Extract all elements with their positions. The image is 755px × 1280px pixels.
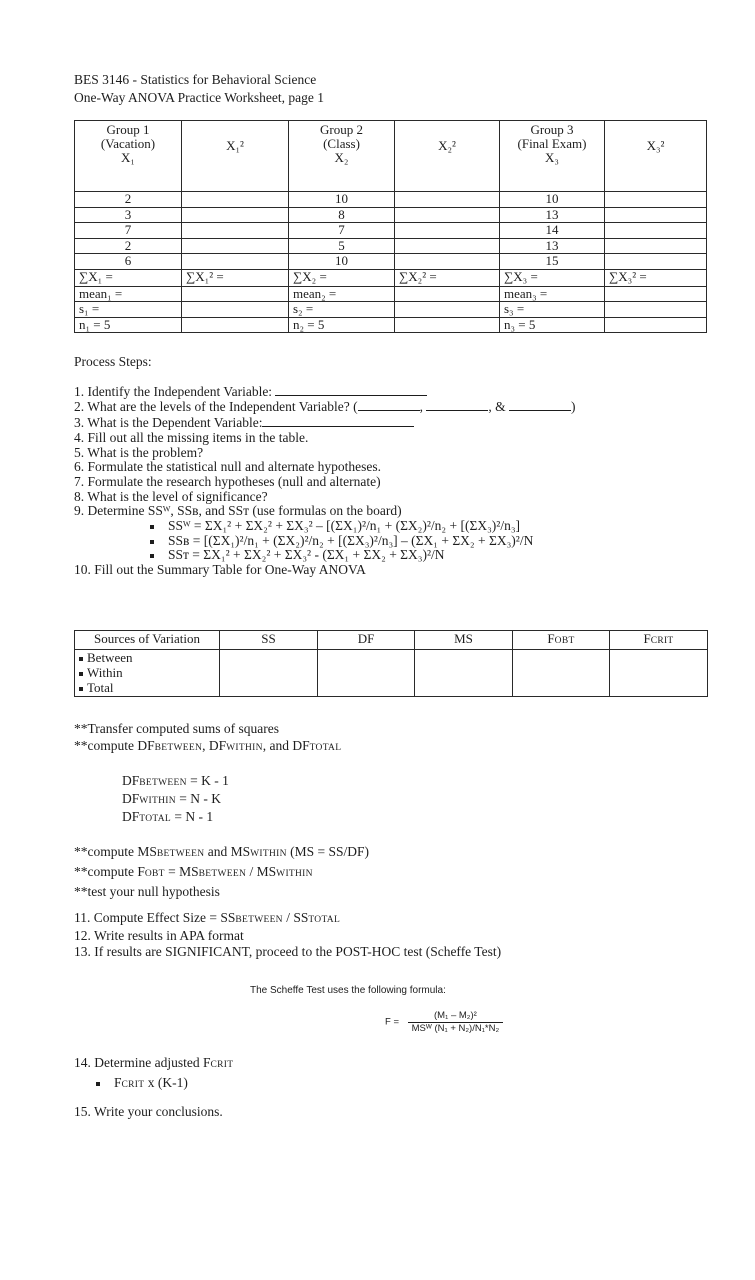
sum-x1-squared-cell: ∑X₁² = [182,269,289,286]
table-cell [395,207,500,223]
data-table [74,120,707,333]
step-9: 9. Determine SSᵂ, SSʙ, and SSᴛ (use formulas on the board) [74,503,402,519]
fobt-header: FOBT [513,631,610,650]
answer-blank [426,399,488,411]
table-cell [182,223,289,239]
sum-x1-cell: ∑X₁ = [75,269,182,286]
answer-blank [358,399,420,411]
sum-x3-squared-cell: ∑X₃² = [605,269,707,286]
table-header-row [75,121,707,192]
n2-cell: n₂ = 5 [289,317,395,333]
table-cell: 6 [75,254,182,270]
worksheet-title: One-Way ANOVA Practice Worksheet, page 1 [74,90,325,105]
n-row [75,317,707,333]
step-14-title: 14. Determine adjusted FCRIT [74,1055,234,1070]
sources-header: Sources of Variation [75,631,220,650]
df-within-formula: DFWITHIN = N - K [122,791,221,806]
fcrit-header: FCRIT [610,631,708,650]
table-cell [605,317,707,333]
course-title: BES 3146 - Statistics for Behavioral Science [74,72,317,87]
table-cell [395,223,500,239]
table-row [75,223,707,239]
table-cell [605,223,707,239]
ss-within-formula: SSᵂ = ΣX₁² + ΣX₂² + ΣX₃² – [(ΣX₁)²/n₁ + (ΣX₂)²/n₂ + [(ΣX₃)²/n₃] [150,519,576,534]
sum-x2-cell: ∑X₂ = [289,269,395,286]
answer-blank [275,384,427,396]
mean2-cell: mean₂ = [289,286,395,302]
table-cell: 14 [500,223,605,239]
note-transfer: **Transfer computed sums of squares [74,721,279,736]
group1-squared-header: X₁² [182,121,289,192]
table-cell [605,207,707,223]
step-2: 2. What are the levels of the Independent Variable? ( , , & ) [74,399,576,415]
ss-column [220,650,318,697]
answer-blank [509,399,571,411]
table-cell [395,254,500,270]
fobt-column [513,650,610,697]
note-compute-df: **compute DFBETWEEN, DFWITHIN, and DFTOTAL [74,738,342,753]
df-notes [74,720,341,757]
mean3-cell: mean₃ = [500,286,605,302]
sums-row [75,269,707,286]
summary-body-row [75,650,708,697]
table-row [75,238,707,254]
table-cell [182,238,289,254]
scheffe-numerator: (M₁ – M₂)² [408,1010,504,1023]
step-8: 8. What is the level of significance? [74,488,268,504]
table-cell [182,302,289,318]
step-12: 12. Write results in APA format [74,928,244,943]
source-within: Within [79,665,215,680]
table-cell [182,286,289,302]
process-steps-title: Process Steps: [74,354,152,369]
worksheet-header [74,71,324,107]
ms-notes [74,843,369,900]
step-6: 6. Formulate the statistical null and alternate hypotheses. [74,459,382,475]
table-cell [605,302,707,318]
ss-between-formula: SSʙ = [(ΣX₁)²/n₁ + (ΣX₂)²/n₂ + [(ΣX₃)²/n₃] – (ΣX₁ + ΣX₂ + ΣX₃)²/N [150,534,576,549]
df-header: DF [318,631,415,650]
table-cell [182,207,289,223]
step-13: 13. If results are SIGNIFICANT, proceed to the POST-HOC test (Scheffe Test) [74,944,502,959]
table-row [75,207,707,223]
table-cell: 10 [500,192,605,208]
group1-header: Group 1 (Vacation) X₁ [75,121,182,192]
note-compute-ms: **compute MSBETWEEN and MSWITHIN (MS = SS/DF) [74,844,370,859]
scheffe-intro: The Scheffe Test uses the following formula: [250,985,446,996]
step-10: 10. Fill out the Summary Table for One-Way ANOVA [74,562,366,578]
means-row [75,286,707,302]
table-cell: 15 [500,254,605,270]
source-between: Between [79,650,215,665]
summary-header-row [75,631,708,650]
fcrit-column [610,650,708,697]
table-cell: 2 [75,192,182,208]
n1-cell: n₁ = 5 [75,317,182,333]
df-total-formula: DFTOTAL = N - 1 [122,809,214,824]
table-row [75,192,707,208]
table-cell [605,254,707,270]
note-test-null: **test your null hypothesis [74,884,220,899]
mean1-cell: mean₁ = [75,286,182,302]
sd-row [75,302,707,318]
ms-column [415,650,513,697]
step-3: 3. What is the Dependent Variable: [74,415,576,431]
table-cell [395,286,500,302]
scheffe-fraction [408,1010,504,1035]
sd1-cell: s₁ = [75,302,182,318]
table-cell [605,192,707,208]
fcrit-adjust-formula: FCRIT x (K-1) [96,1074,233,1094]
table-cell [395,302,500,318]
table-cell [182,317,289,333]
table-cell: 7 [75,223,182,239]
table-cell: 7 [289,223,395,239]
source-total: Total [79,680,215,695]
table-cell: 13 [500,238,605,254]
process-steps [74,355,576,578]
df-between-formula: DFBETWEEN = K - 1 [122,773,229,788]
table-cell: 10 [289,254,395,270]
anova-summary-table [74,630,708,697]
table-cell: 10 [289,192,395,208]
step-4: 4. Fill out all the missing items in the table. [74,429,309,445]
table-cell [605,238,707,254]
table-cell: 3 [75,207,182,223]
step-15: 15. Write your conclusions. [74,1104,223,1119]
ss-formulas [150,519,576,563]
group3-header: Group 3 (Final Exam) X₃ [500,121,605,192]
ss-total-formula: SSᴛ = ΣX₁² + ΣX₂² + ΣX₃² - (ΣX₁ + ΣX₂ + ΣX₃)²/N [150,548,576,563]
df-formulas [122,773,229,827]
group2-squared-header: X₂² [395,121,500,192]
sources-list [75,650,220,697]
table-row [75,254,707,270]
answer-blank [262,415,414,427]
table-cell [182,192,289,208]
group3-squared-header: X₃² [605,121,707,192]
step-7: 7. Formulate the research hypotheses (null and alternate) [74,473,381,489]
sum-x2-squared-cell: ∑X₂² = [395,269,500,286]
sd2-cell: s₂ = [289,302,395,318]
step-1: 1. Identify the Independent Variable: [74,384,576,400]
table-cell: 8 [289,207,395,223]
scheffe-formula [385,1010,503,1035]
df-column [318,650,415,697]
table-cell [395,317,500,333]
ms-header: MS [415,631,513,650]
scheffe-f-label: F = [385,1016,399,1028]
table-cell: 2 [75,238,182,254]
scheffe-denominator: MSᵂ (N₁ + N₂)/N₁*N₂ [411,1022,500,1034]
steps-11-13 [74,910,501,960]
note-compute-fobt: **compute FOBT = MSBETWEEN / MSWITHIN [74,864,313,879]
sum-x3-cell: ∑X₃ = [500,269,605,286]
step-14 [74,1054,233,1094]
table-cell [395,238,500,254]
table-cell: 5 [289,238,395,254]
table-cell [605,286,707,302]
table-cell: 13 [500,207,605,223]
ss-header: SS [220,631,318,650]
table-cell [395,192,500,208]
step-11: 11. Compute Effect Size = SSBETWEEN / SSTOTAL [74,910,341,925]
table-cell [182,254,289,270]
sd3-cell: s₃ = [500,302,605,318]
n3-cell: n₃ = 5 [500,317,605,333]
group2-header: Group 2 (Class) X₂ [289,121,395,192]
step-5: 5. What is the problem? [74,444,204,460]
